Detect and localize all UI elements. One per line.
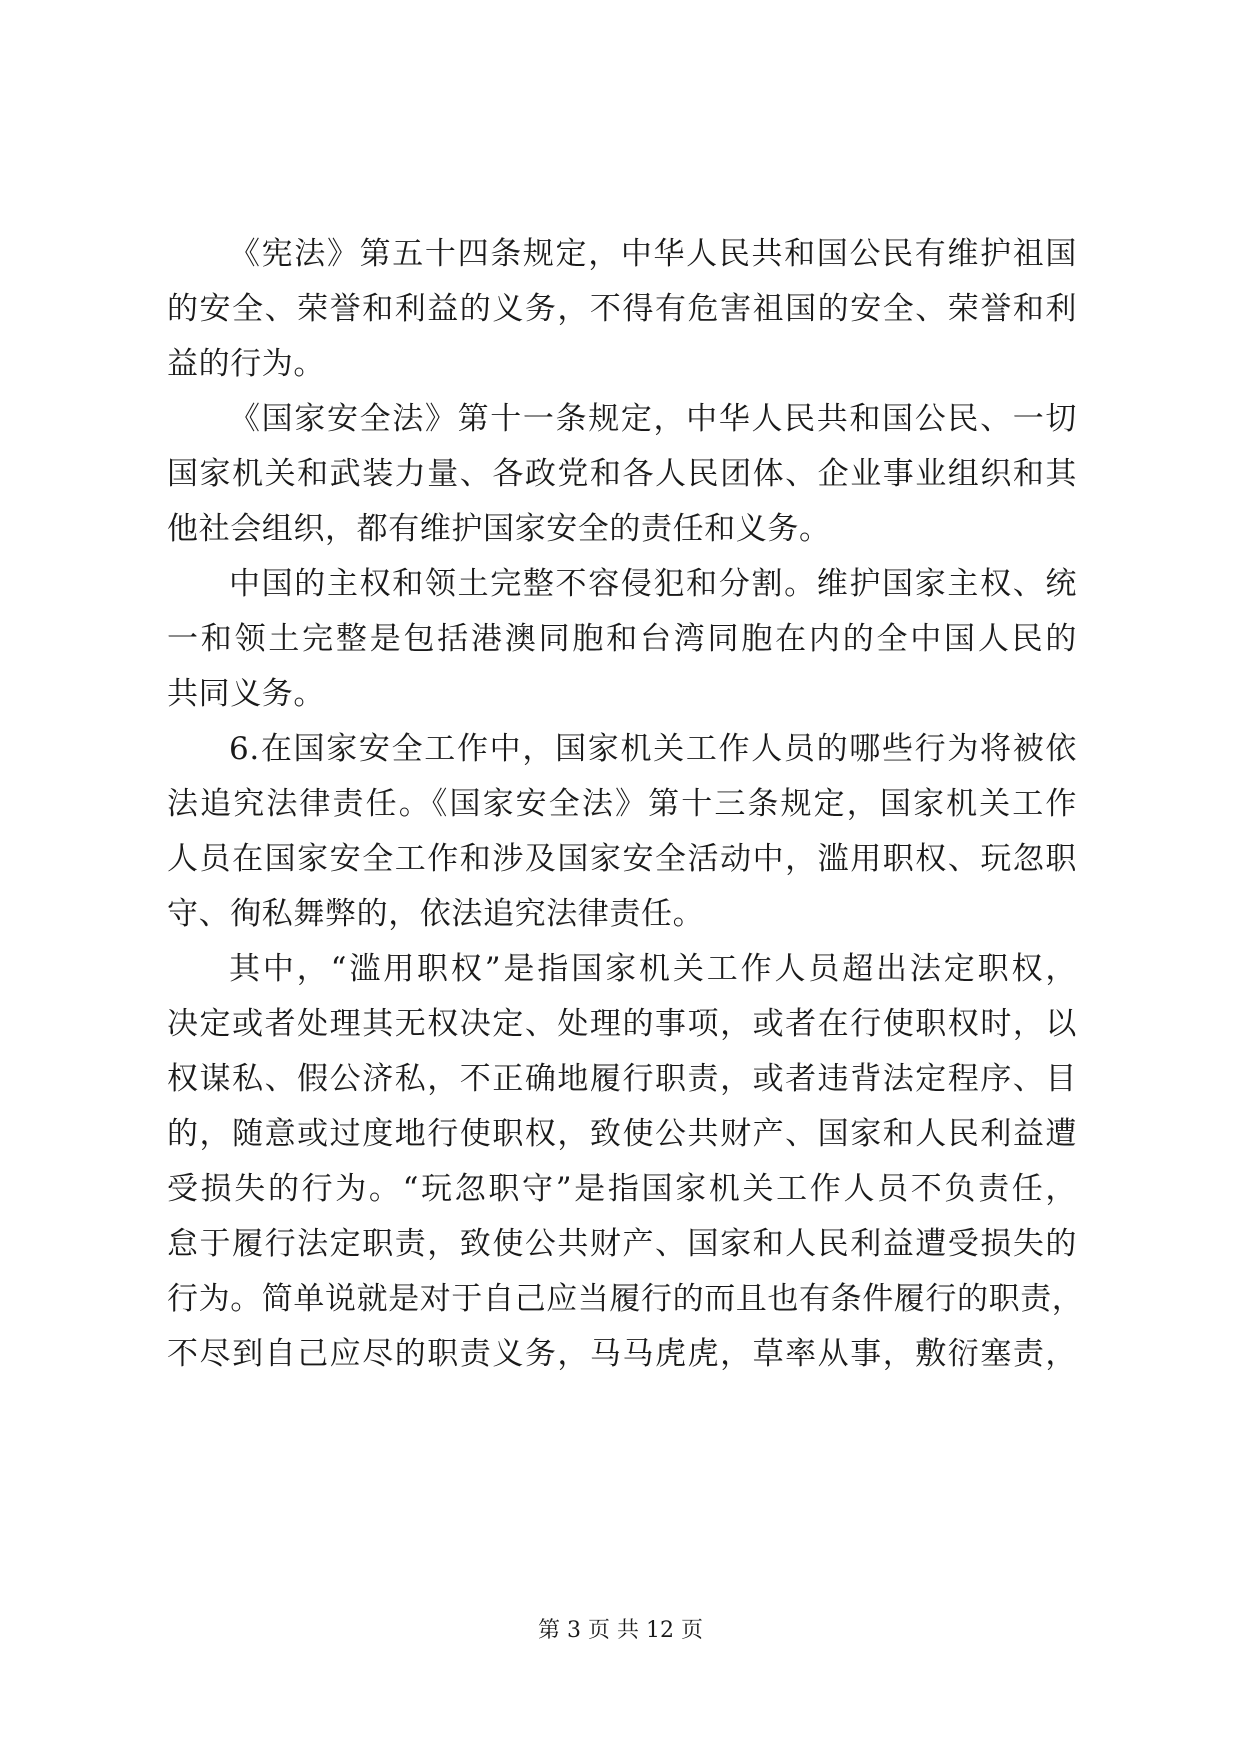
text-line: 行为。简单说就是对于自己应当履行的而且也有条件履行的职责， [167, 1281, 1084, 1317]
text-line: 法追究法律责任。《国家安全法》第十三条规定，国家机关工作 [167, 786, 1077, 822]
text-line: 《国家安全法》第十一条规定，中华人民共和国公民、一切 [229, 401, 1077, 437]
text-line: 益的行为。 [167, 346, 325, 382]
text-line: 受损失的行为。“玩忽职守”是指国家机关工作人员不负责任， [167, 1171, 1077, 1207]
document-body [167, 227, 1084, 1382]
text-line: 他社会组织，都有维护国家安全的责任和义务。 [167, 511, 831, 547]
text-line: 决定或者处理其无权决定、处理的事项，或者在行使职权时，以 [167, 1006, 1077, 1042]
text-line: 一和领土完整是包括港澳同胞和台湾同胞在内的全中国人民的 [167, 621, 1077, 657]
text-line: 中国的主权和领土完整不容侵犯和分割。维护国家主权、统 [229, 566, 1077, 602]
text-line: 守、徇私舞弊的，依法追究法律责任。 [167, 896, 705, 932]
text-line: 权谋私、假公济私，不正确地履行职责，或者违背法定程序、目 [167, 1061, 1077, 1097]
text-line: 的，随意或过度地行使职权，致使公共财产、国家和人民利益遭 [167, 1116, 1077, 1152]
text-line: 其中，“滥用职权”是指国家机关工作人员超出法定职权， [229, 951, 1077, 987]
text-line: 的安全、荣誉和利益的义务，不得有危害祖国的安全、荣誉和利 [167, 291, 1077, 327]
text-line: 人员在国家安全工作和涉及国家安全活动中，滥用职权、玩忽职 [167, 841, 1077, 877]
text-line: 6.在国家安全工作中，国家机关工作人员的哪些行为将被依 [229, 731, 1077, 767]
text-line: 《宪法》第五十四条规定，中华人民共和国公民有维护祖国 [229, 236, 1077, 272]
text-line: 怠于履行法定职责，致使公共财产、国家和人民利益遭受损失的 [167, 1226, 1077, 1262]
text-line: 国家机关和武装力量、各政党和各人民团体、企业事业组织和其 [167, 456, 1077, 492]
text-line: 不尽到自己应尽的职责义务，马马虎虎，草率从事，敷衍塞责， [167, 1336, 1077, 1372]
text-line: 共同义务。 [167, 676, 325, 712]
page-number-footer: 第 3 页 共 12 页 [538, 1618, 703, 1643]
